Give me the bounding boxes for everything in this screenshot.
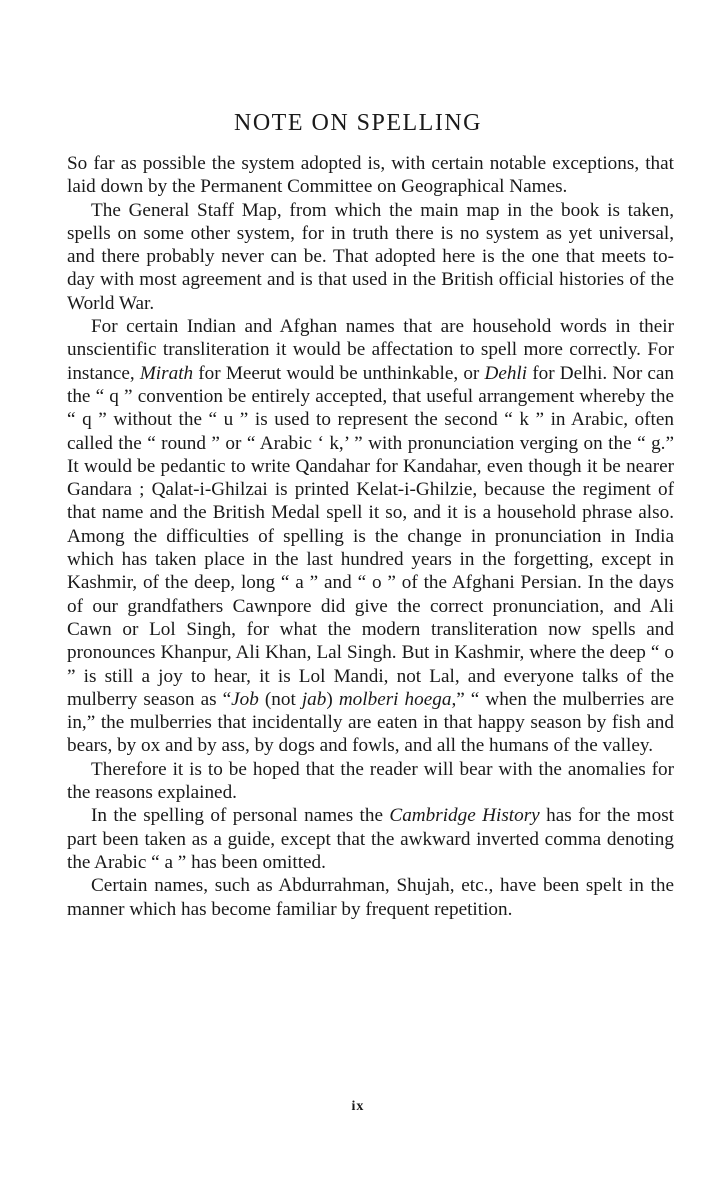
italic-text: Cambridge History bbox=[389, 805, 540, 827]
text-run: The General Staff Map, from which the main map in the book is taken, spells on some other system, for in truth there is no system as yet universal, and there probably never can be. That adopted here is the one that meets to-day with most agreement and is that used in the British official histories of the World War. bbox=[67, 199, 674, 314]
paragraph bbox=[67, 152, 674, 199]
text-run: ,” “ when the mulberries are in,” the mulberries that incidentally are eaten in that happy season by fish and bears, by ox and by ass, by dogs and fowls, and all the humans of the valley. bbox=[67, 688, 674, 757]
italic-text: jab bbox=[301, 688, 327, 710]
text-run: for Meerut would be unthinkable, or bbox=[193, 362, 485, 384]
page-title: NOTE ON SPELLING bbox=[234, 110, 482, 136]
text-run: for Delhi. Nor can the “ q ” convention be entirely accepted, that useful arrangement whereby the “ q ” without the “ u ” is used to represent the second “ k ” in Arabic, often called the “ round ” or “ Arabic ‘ k,’ ” with pronunciation verging on the “ g.” It would be pedantic to write Qandahar for Kandahar, even though it be nearer Gandara ; Qalat-i-Ghilzai is printed Kelat-i-Ghilzie, because the regiment of that name and the British Medal spell it so, and it is a household phrase also. Among the difficulties of spelling is the change in pronunciation in India which has taken place in the last hundred years in the forgetting, except in Kashmir, of the deep, long “ a ” and “ o ” of the Afghani Persian. In the days of our grandfathers Cawnpore did give the correct pronunciation, and Ali Cawn or Lol Singh, for what the modern transliteration now spells and pronounces Khanpur, Ali Khan, Lal Singh. But in Kashmir, where the deep “ o ” is still a joy to hear, it is Lol Mandi, not Lal, and everyone talks of the mulberry season as “ bbox=[67, 362, 674, 710]
text-run: ) bbox=[326, 688, 339, 710]
text-run: has for the most part been taken as a guide, except that the awkward inverted comma denoting the Arabic “ a ” has been omitted. bbox=[67, 805, 674, 873]
paragraph bbox=[67, 758, 674, 805]
italic-text: molberi hoega bbox=[338, 688, 452, 710]
text-run: Therefore it is to be hoped that the reader will bear with the anomalies for the reasons explained. bbox=[67, 758, 674, 804]
italic-text: Job bbox=[231, 688, 259, 710]
paragraph bbox=[67, 874, 674, 921]
text-run: In the spelling of personal names the bbox=[91, 805, 390, 827]
italic-text: Dehli bbox=[484, 362, 528, 384]
text-run: (not bbox=[258, 688, 302, 710]
paragraph bbox=[67, 199, 674, 315]
paragraph bbox=[67, 804, 674, 874]
paragraph bbox=[67, 315, 674, 758]
text-run: For certain Indian and Afghan names that are household words in their unscientific transliteration it would be affectation to spell more correctly. For instance, bbox=[67, 316, 674, 384]
text-run: So far as possible the system adopted is, with certain notable exceptions, that laid down by the Permanent Committee on Geographical Names. bbox=[67, 153, 674, 198]
page-number: ix bbox=[351, 1099, 365, 1114]
body-text bbox=[67, 152, 674, 921]
italic-text: Mirath bbox=[139, 362, 194, 384]
text-run: Certain names, such as Abdurrahman, Shujah, etc., have been spelt in the manner which has become familiar by frequent repetition. bbox=[67, 875, 674, 920]
